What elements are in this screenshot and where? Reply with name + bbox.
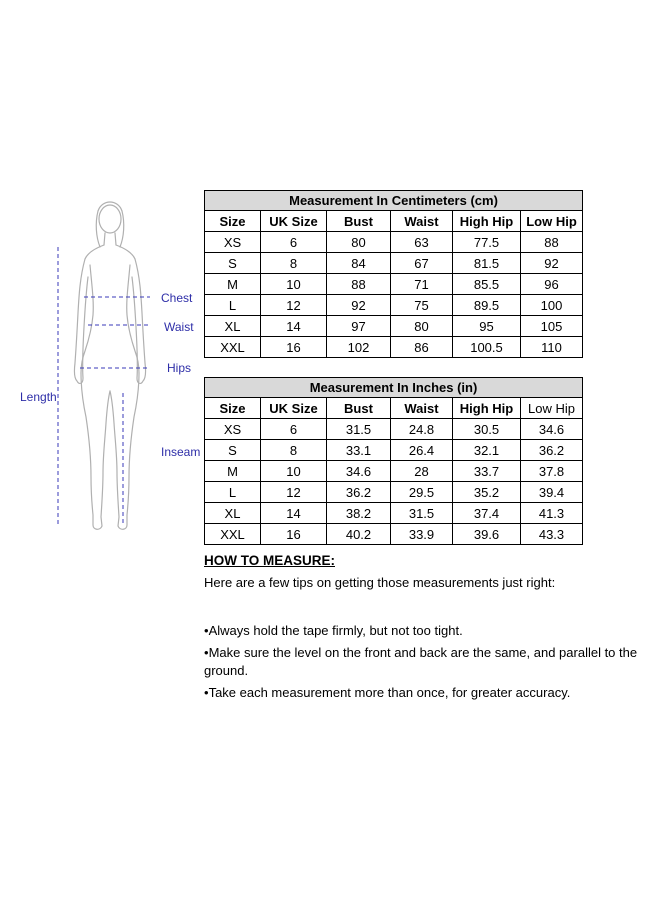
table-row [205,440,583,461]
table-row [205,524,583,545]
how-to-measure-section [204,552,654,707]
table-cell: L [205,295,261,316]
table-cell: M [205,461,261,482]
table-cell: XL [205,503,261,524]
measure-tip: • Take each measurement more than once, for greater accuracy. [204,684,654,702]
table-cell: 92 [327,295,391,316]
table-cell: S [205,253,261,274]
table-cell: 71 [391,274,453,295]
table-row [205,274,583,295]
column-header: Low Hip [521,398,583,419]
table-cell: 28 [391,461,453,482]
table-cell: 40.2 [327,524,391,545]
measure-tip: • Make sure the level on the front and back are the same, and parallel to the ground. [204,644,654,679]
table-cell: 89.5 [453,295,521,316]
table-cell: 16 [261,337,327,358]
table-cell: 16 [261,524,327,545]
table-row [205,253,583,274]
table-row [205,232,583,253]
column-header: Bust [327,398,391,419]
table-cell: XXL [205,337,261,358]
table-cell: 8 [261,253,327,274]
measure-tip: • Always hold the tape firmly, but not too tight. [204,622,654,640]
table-title-row [205,191,583,211]
table-cell: 39.6 [453,524,521,545]
table-row [205,337,583,358]
table-cell: 31.5 [391,503,453,524]
table-cell: XS [205,419,261,440]
table-row [205,503,583,524]
table-cell: 81.5 [453,253,521,274]
table-cell: 39.4 [521,482,583,503]
measure-tips-list [204,622,654,702]
chest-label: Chest [161,291,193,305]
table-cell: 10 [261,461,327,482]
table-cell: 24.8 [391,419,453,440]
table-cell: S [205,440,261,461]
table-cell: 10 [261,274,327,295]
table-cell: 26.4 [391,440,453,461]
column-header: Waist [391,211,453,232]
table-cell: 31.5 [327,419,391,440]
body-figure [50,195,182,543]
table-cell: 75 [391,295,453,316]
table-cell: 67 [391,253,453,274]
table-row [205,419,583,440]
column-header: Bust [327,211,391,232]
cm-table [204,190,583,358]
table-cell: 95 [453,316,521,337]
table-cell: 30.5 [453,419,521,440]
table-cell: 37.4 [453,503,521,524]
length-label: Length [20,390,57,404]
table-cell: 36.2 [521,440,583,461]
table-cell: 32.1 [453,440,521,461]
how-to-measure-heading: HOW TO MEASURE: [204,553,335,568]
table-cell: 80 [327,232,391,253]
table-cell: 63 [391,232,453,253]
table-cell: 77.5 [453,232,521,253]
table-cell: 6 [261,419,327,440]
table-row [205,482,583,503]
table-cell: 100.5 [453,337,521,358]
column-header: UK Size [261,398,327,419]
column-header: Waist [391,398,453,419]
column-header: High Hip [453,211,521,232]
figure-outline [74,202,145,529]
table-cell: 96 [521,274,583,295]
table-cell: 8 [261,440,327,461]
table-cell: 12 [261,295,327,316]
waist-label: Waist [164,320,194,334]
table-cell: 36.2 [327,482,391,503]
table-cell: 100 [521,295,583,316]
table-cell: L [205,482,261,503]
table-cell: 6 [261,232,327,253]
table-cell: 37.8 [521,461,583,482]
table-cell: 33.1 [327,440,391,461]
table-cell: 38.2 [327,503,391,524]
table-title: Measurement In Centimeters (cm) [205,191,583,211]
table-cell: 43.3 [521,524,583,545]
table-cell: 12 [261,482,327,503]
table-header-row [205,398,583,419]
column-header: High Hip [453,398,521,419]
table-cell: 34.6 [521,419,583,440]
table-cell: 88 [327,274,391,295]
table-cell: M [205,274,261,295]
table-cell: 102 [327,337,391,358]
column-header: UK Size [261,211,327,232]
inches-table [204,377,583,545]
table-cell: 34.6 [327,461,391,482]
table-cell: XS [205,232,261,253]
table-row [205,461,583,482]
table-cell: 105 [521,316,583,337]
table-cell: 84 [327,253,391,274]
column-header: Low Hip [521,211,583,232]
column-header: Size [205,211,261,232]
column-header: Size [205,398,261,419]
table-cell: 92 [521,253,583,274]
body-figure-illustration [50,195,182,543]
table-cell: 85.5 [453,274,521,295]
table-cell: 97 [327,316,391,337]
table-cell: 41.3 [521,503,583,524]
measurement-guide-lines [58,247,150,527]
table-cell: 33.7 [453,461,521,482]
table-cell: 33.9 [391,524,453,545]
table-cell: 35.2 [453,482,521,503]
table-header-row [205,211,583,232]
inseam-label: Inseam [161,445,201,459]
table-cell: 86 [391,337,453,358]
table-title-row [205,378,583,398]
table-cell: 110 [521,337,583,358]
hips-label: Hips [167,361,192,375]
table-cell: 88 [521,232,583,253]
table-cell: 80 [391,316,453,337]
table-row [205,295,583,316]
how-to-measure-intro: Here are a few tips on getting those measurements just right: [204,575,556,591]
table-cell: 29.5 [391,482,453,503]
table-cell: XXL [205,524,261,545]
table-cell: XL [205,316,261,337]
table-cell: 14 [261,503,327,524]
table-title: Measurement In Inches (in) [205,378,583,398]
table-cell: 14 [261,316,327,337]
table-row [205,316,583,337]
